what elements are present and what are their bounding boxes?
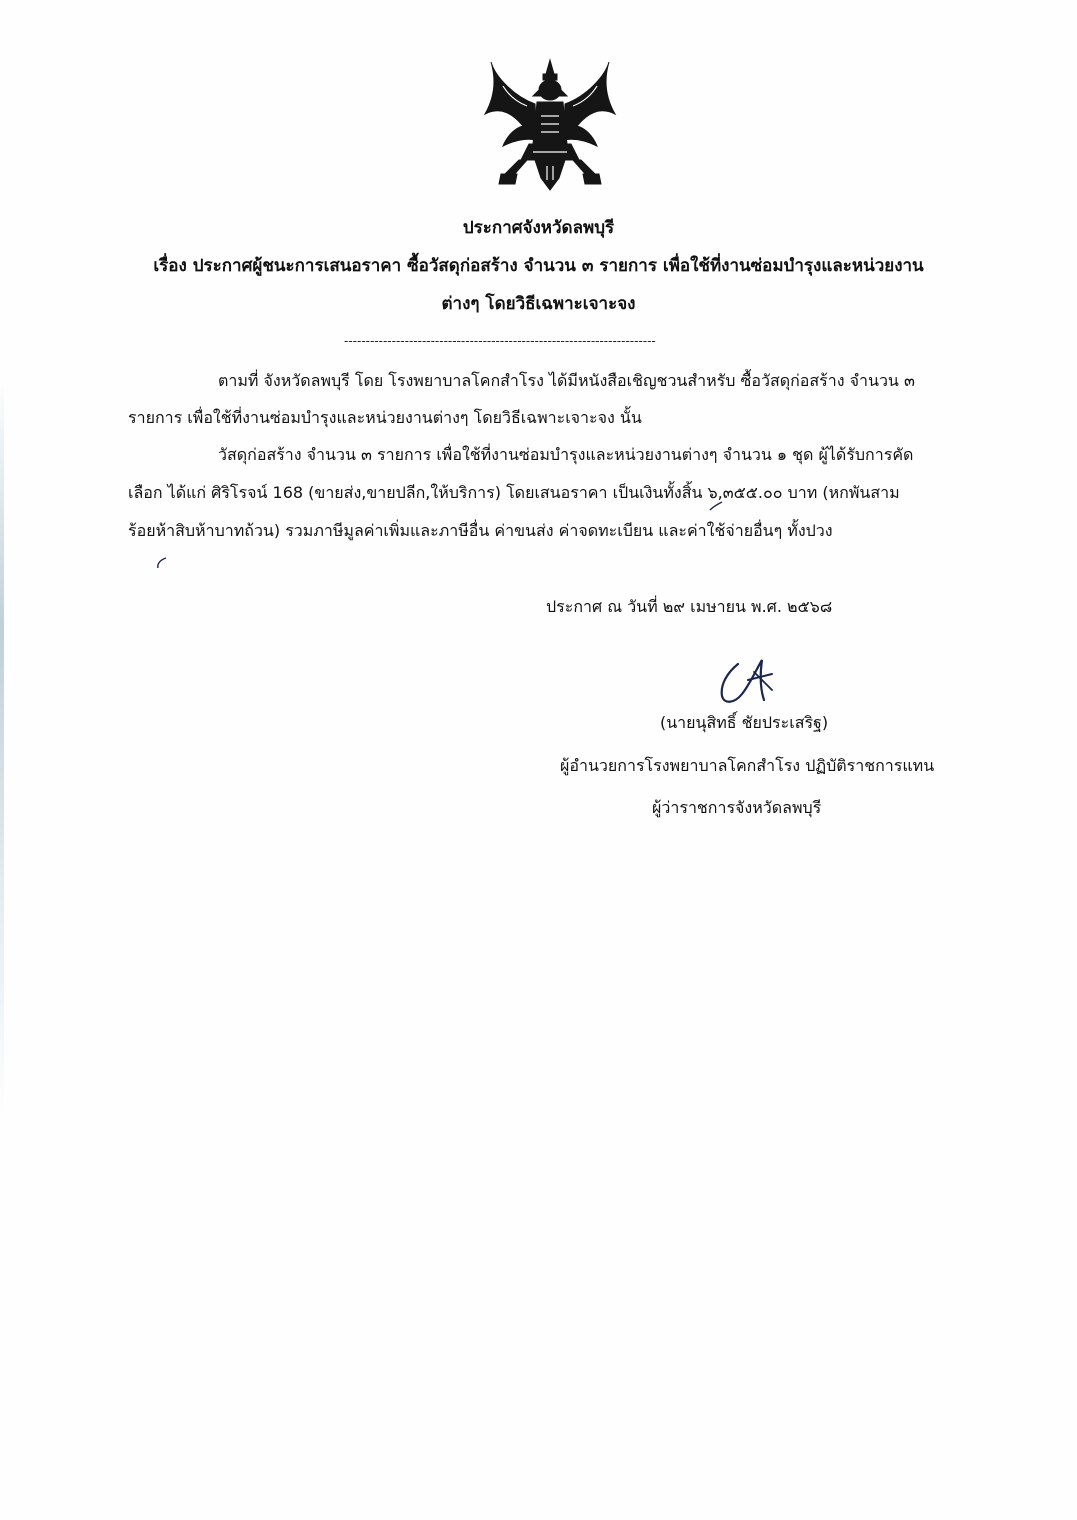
subject-line-1: เรื่อง ประกาศผู้ชนะการเสนอราคา ซื้อวัสดุก่อสร้าง จำนวน ๓ รายการ เพื่อใช้ที่งานซ่อมบำรุงและหน่วยงาน bbox=[153, 256, 924, 276]
paragraph-2-line-3: ร้อยห้าสิบห้าบาทถ้วน) รวมภาษีมูลค่าเพิ่มและภาษีอื่น ค่าขนส่ง ค่าจดทะเบียน และค่าใช้จ่ายอื่นๆ ทั้งปวง bbox=[128, 521, 833, 540]
pen-tick-icon bbox=[708, 500, 724, 514]
garuda-emblem-icon bbox=[483, 56, 617, 196]
paragraph-1-line-2: รายการ เพื่อใช้ที่งานซ่อมบำรุงและหน่วยงานต่างๆ โดยวิธีเฉพาะเจาะจง นั้น bbox=[128, 408, 642, 427]
document-title: ประกาศจังหวัดลพบุรี bbox=[462, 218, 615, 238]
announce-date: ประกาศ ณ วันที่ ๒๙ เมษายน พ.ศ. ๒๕๖๘ bbox=[546, 597, 833, 616]
paragraph-1-line-1: ตามที่ จังหวัดลพบุรี โดย โรงพยาบาลโคกสำโรง ได้มีหนังสือเชิญชวนสำหรับ ซื้อวัสดุก่อสร้าง จำนวน ๓ bbox=[218, 371, 915, 390]
dashed-separator: ------------------------------------------------------------------------ bbox=[344, 334, 656, 348]
paragraph-2-line-1: วัสดุก่อสร้าง จำนวน ๓ รายการ เพื่อใช้ที่งานซ่อมบำรุงและหน่วยงานต่างๆ จำนวน ๑ ชุด ผู้ได้รับการคัด bbox=[218, 445, 914, 464]
handwritten-signature-icon bbox=[710, 654, 780, 714]
subject-line-2: ต่างๆ โดยวิธีเฉพาะเจาะจง bbox=[441, 294, 636, 314]
signer-position-line-2: ผู้ว่าราชการจังหวัดลพบุรี bbox=[652, 798, 822, 817]
paragraph-2-line-2: เลือก ได้แก่ ศิริโรจน์ 168 (ขายส่ง,ขายปลีก,ให้บริการ) โดยเสนอราคา เป็นเงินทั้งสิ้น ๖,๓๕๕.๐๐ บาท (หกพันสาม bbox=[128, 483, 900, 502]
signer-position-line-1: ผู้อำนวยการโรงพยาบาลโคกสำโรง ปฏิบัติราชการแทน bbox=[560, 756, 935, 775]
signer-name: (นายนุสิทธิ์ ชัยประเสริฐ) bbox=[660, 713, 829, 732]
pen-tick-icon bbox=[154, 556, 170, 570]
scan-edge-shadow bbox=[0, 380, 4, 1120]
